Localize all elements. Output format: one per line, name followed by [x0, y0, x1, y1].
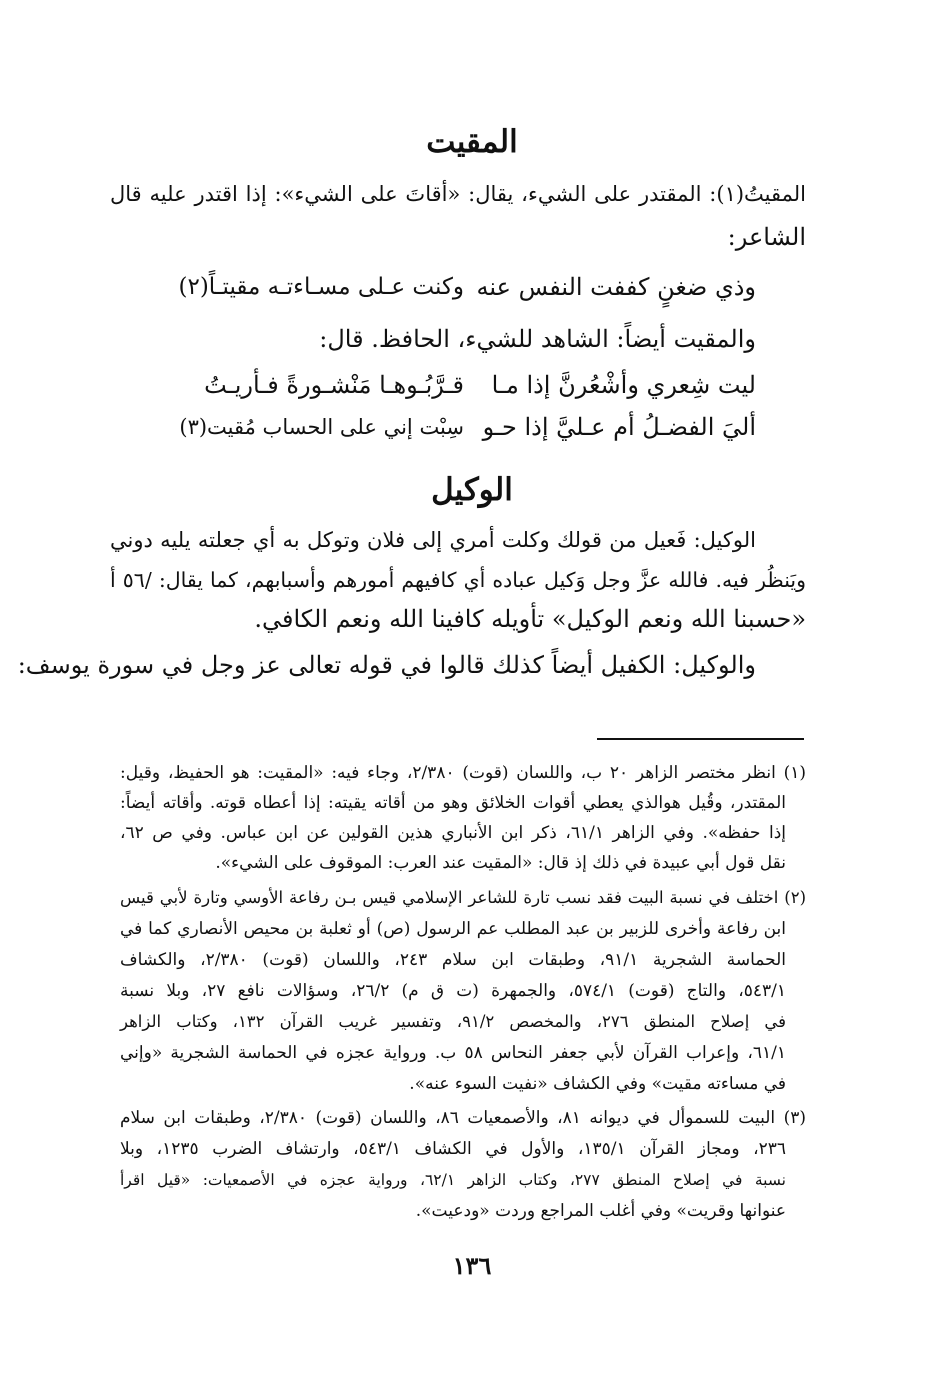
verse-2-first-hemistich: ليت شِعري وأشْعُرنَّ إذا مـا	[491, 371, 756, 399]
verse-1-first-hemistich: وذي ضغنٍ كففت النفس عنه	[476, 273, 756, 301]
verse-3-first-hemistich: أليَ الفضـلُ أم عـليَّ إذا حـو	[482, 413, 756, 441]
footnote-2-line: في مساءته مقيت» وفي الكشاف «نفيت السوء عنه».	[409, 1074, 786, 1094]
footnote-3-line: ٢٣٦، ومجاز القرآن ١٣٥/١، والأول في الكشاف ٥٤٣/١، وارتشاف الضرب ١٢٣٥، وبلا	[120, 1139, 786, 1159]
verse-2-second-hemistich: قـرَّبُـوهـا مَنْشـورةً فـأريـتُ	[204, 371, 464, 399]
footnote-2-line: ابن رفاعة وأخرى للزبير بن عبد المطلب عم الرسول (ص) أو ثعلبة بن محيص الأنصاري كما في	[120, 919, 786, 939]
footnote-2-line: ٥٤٣/١، والتاج (قوت) ٥٧٤/١، والجمهرة (ت ق م) ٢٦/٢، وسؤالات نافع ٢٧، وبلا نسبة	[120, 981, 786, 1001]
wakil-line-1: الوكيل: فَعيل من قولك وكلت أمري إلى فلان وتوكل به أي جعلته يليه دوني	[110, 528, 756, 552]
footnote-3-line: عنوانها وقريت» وفي أغلب المراجع وردت «ودعيت».	[415, 1201, 786, 1221]
footnote-3-line: نسبة في إصلاح المنطق ٢٧٧، وكتاب الزاهر ٦٢/١، ورواية عجزه في الأصمعيات: «قيل اقرأ	[120, 1171, 786, 1189]
footnote-1-line: نقل قول أبي عبيدة في ذلك إذ قال: «المقيت عند العرب: الموقوف على الشيء».	[215, 853, 786, 873]
muqit-line-2: الشاعر:	[727, 223, 806, 251]
footnote-2-line: (٢) اختلف في نسبة البيت فقد نسب تارة للشاعر الإسلامي قيس بـن رفاعة الأوسي وتارة لأبي قيس	[120, 888, 806, 907]
muqit-line-3: والمقيت أيضاً: الشاهد للشيء، الحافظ. قال:	[319, 325, 756, 353]
footnote-1-line: (١) انظر مختصر الزاهر ٢٠ ب، واللسان (قوت) ٢/٣٨٠، وجاء فيه: «المقيت: هو الحفيظ، وقيل:	[120, 763, 806, 783]
footnote-separator	[597, 738, 804, 740]
wakil-line-2: ويَنظُر فيه. فالله عزَّ وجل وَكيل عباده أي كافيهم أمورهم وأسبابهم، كما يقال: /٥٦ أ	[110, 568, 806, 592]
footnote-1-line: إذا حفظه». وفي الزاهر ٦١/١، ذكر ابن الأنباري هذين القولين عن ابن عباس. وفي ص ٦٢،	[120, 823, 786, 843]
verse-3-second-hemistich: سِبْت إني على الحساب مُقيت(٣)	[179, 415, 464, 439]
footnote-1-line: المقتدر، وقُيل هوالذي يعطي أقوات الخلائق وهو من أقاته يقيته: إذا أعطاه قوته. وأقاته أيضاً:	[120, 793, 786, 813]
footnote-2-line: في إصلاح المنطق ٢٧٦، والمخصص ٩١/٢، وتفسير غريب القرآن ١٣٢، وكتاب الزاهر	[120, 1012, 786, 1031]
verse-1-second-hemistich: وكنت عـلى مسـاءتـه مقيتـاً(٢)	[178, 274, 464, 300]
heading-muqit: المقيت	[426, 124, 518, 160]
page-number: ١٣٦	[452, 1251, 492, 1280]
footnote-2-line: الحماسة الشجرية ٩١/١، وطبقات ابن سلام ٢٤٣، واللسان (قوت) ٢/٣٨٠، والكشاف	[120, 950, 786, 970]
wakil-line-3: «حسبنا الله ونعم الوكيل» تأويله كافينا الله ونعم الكافي.	[254, 605, 806, 633]
wakil-line-4: والوكيل: الكفيل أيضاً كذلك قالوا في قوله تعالى عز وجل في سورة يوسف:	[17, 651, 756, 679]
footnote-2-line: ٦١/١، وإعراب القرآن لأبي جعفر النحاس ٥٨ ب. ورواية عجزه في الحماسة الشجرية «وإني	[120, 1043, 786, 1063]
heading-wakil: الوكيل	[431, 472, 513, 508]
footnote-3-line: (٣) البيت للسموأل في ديوانه ٨١، والأصمعيات ٨٦، واللسان (قوت) ٢/٣٨٠، وطبقات ابن سلام	[120, 1108, 806, 1128]
muqit-line-1: المقيتُ(١): المقتدر على الشيء، يقال: «أقاتَ على الشيء»: إذا اقتدر عليه قال	[110, 182, 806, 206]
